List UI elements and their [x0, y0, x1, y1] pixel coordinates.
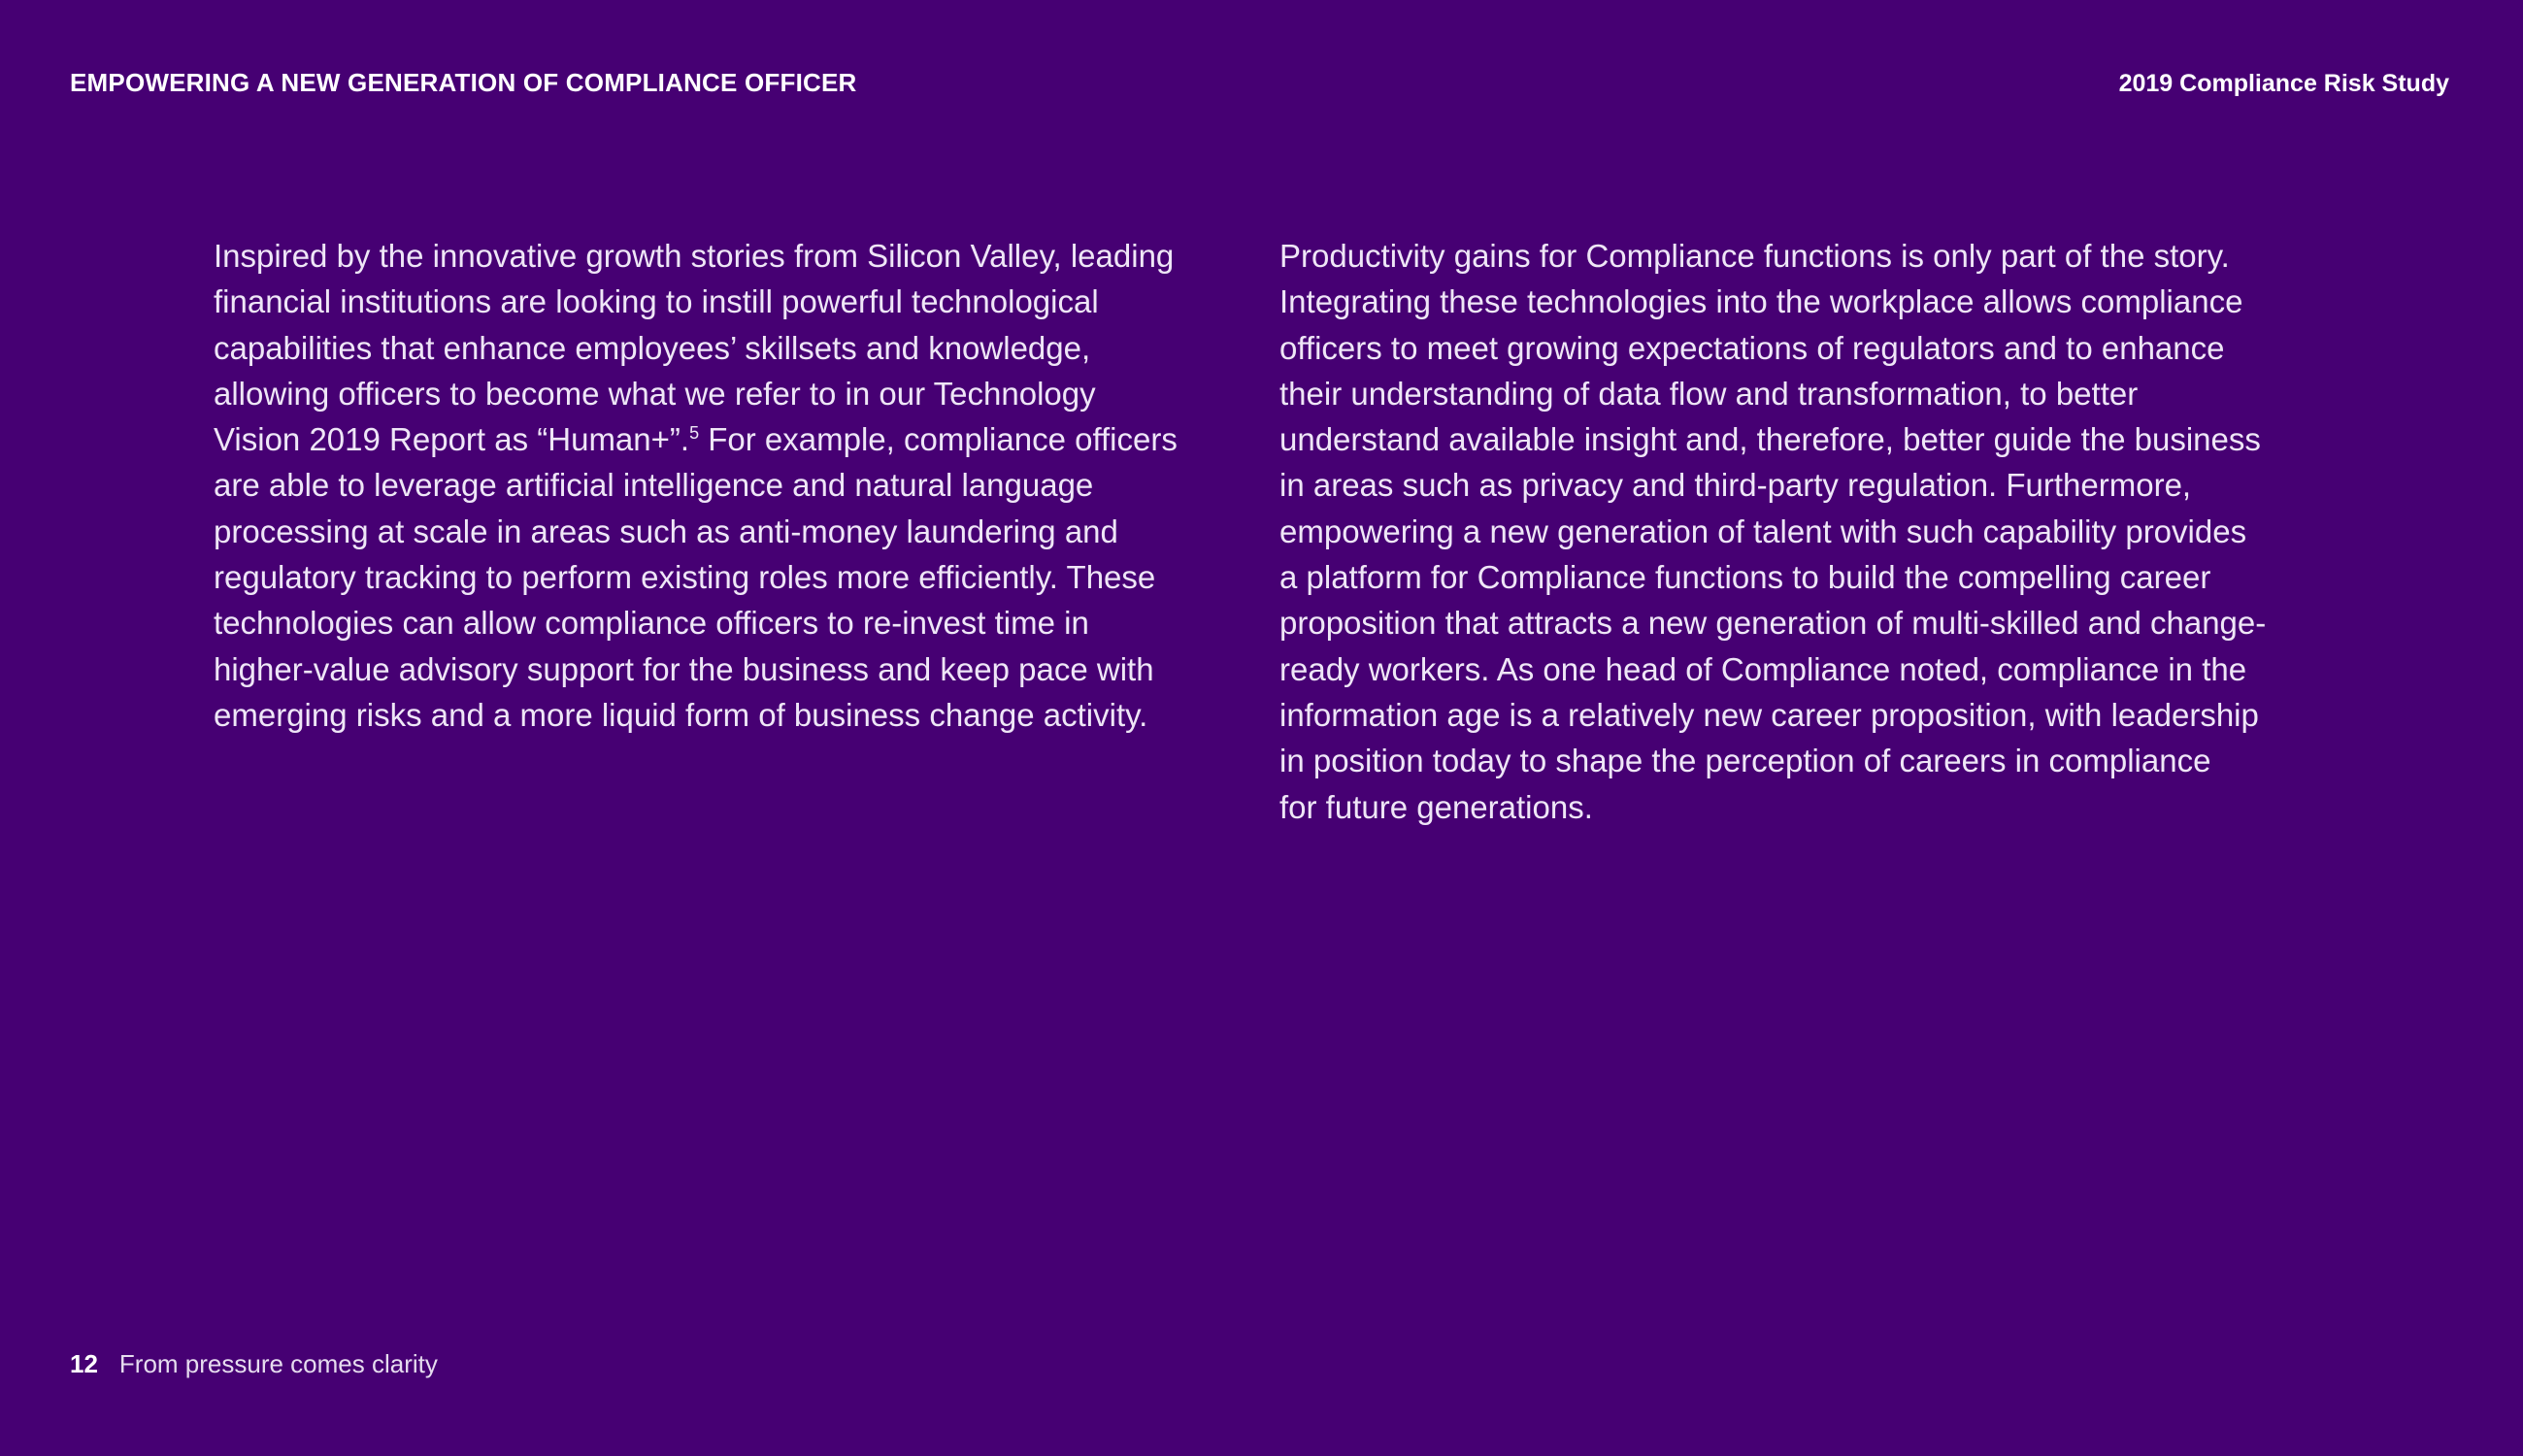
paragraph-line: empowering a new generation of talent with such capability provides — [1279, 513, 2247, 549]
paragraph-line: allowing officers to become what we refer to in our Technology — [214, 375, 1096, 412]
paragraph-line: Productivity gains for Compliance functions is only part of the story. — [1279, 238, 2230, 274]
page-number: 12 — [70, 1349, 98, 1378]
page-footer — [70, 1349, 438, 1379]
paragraph-line: for future generations. — [1279, 788, 1593, 825]
report-title: 2019 Compliance Risk Study — [2118, 70, 2449, 97]
paragraph-line: are able to leverage artificial intelligence and natural language — [214, 467, 1094, 504]
paragraph-line: emerging risks and a more liquid form of business change activity. — [214, 696, 1148, 733]
body-column-right — [1279, 233, 2347, 830]
paragraph-text: Vision 2019 Report as “Human+”. — [214, 421, 690, 458]
paragraph-line: higher-value advisory support for the business and keep pace with — [214, 650, 1154, 687]
paragraph-line: proposition that attracts a new generation of multi-skilled and change- — [1279, 605, 2267, 642]
body-column-left — [214, 233, 1213, 738]
paragraph-line: in areas such as privacy and third-party regulation. Furthermore, — [1279, 467, 2192, 504]
footnote-reference: 5 — [689, 423, 700, 444]
paragraph-line: financial institutions are looking to instill powerful technological — [214, 283, 1099, 320]
paragraph-line: regulatory tracking to perform existing roles more efficiently. These — [214, 559, 1156, 596]
paragraph-line: technologies can allow compliance officers to re-invest time in — [214, 605, 1089, 642]
paragraph-line: officers to meet growing expectations of regulators and to enhance — [1279, 329, 2225, 366]
paragraph-line: ready workers. As one head of Compliance noted, compliance in the — [1279, 650, 2247, 687]
paragraph-line: understand available insight and, therefore, better guide the business — [1279, 421, 2261, 458]
paragraph-line: in position today to shape the perception of careers in compliance — [1279, 743, 2211, 779]
footer-tagline: From pressure comes clarity — [118, 1349, 438, 1378]
section-title: EMPOWERING A NEW GENERATION OF COMPLIANCE OFFICER — [70, 68, 857, 97]
paragraph-line: Inspired by the innovative growth stories from Silicon Valley, leading — [214, 238, 1175, 274]
paragraph-text: For example, compliance officers — [699, 421, 1178, 458]
paragraph-line: capabilities that enhance employees’ skillsets and knowledge, — [214, 329, 1091, 366]
paragraph-line-with-footnote — [214, 416, 1213, 462]
paragraph-line: information age is a relatively new career proposition, with leadership — [1279, 696, 2259, 733]
paragraph-line: Integrating these technologies into the workplace allows compliance — [1279, 283, 2243, 320]
paragraph-line: a platform for Compliance functions to build the compelling career — [1279, 559, 2211, 596]
paragraph-line: processing at scale in areas such as anti-money laundering and — [214, 513, 1118, 549]
paragraph-line: their understanding of data flow and transformation, to better — [1279, 375, 2139, 412]
